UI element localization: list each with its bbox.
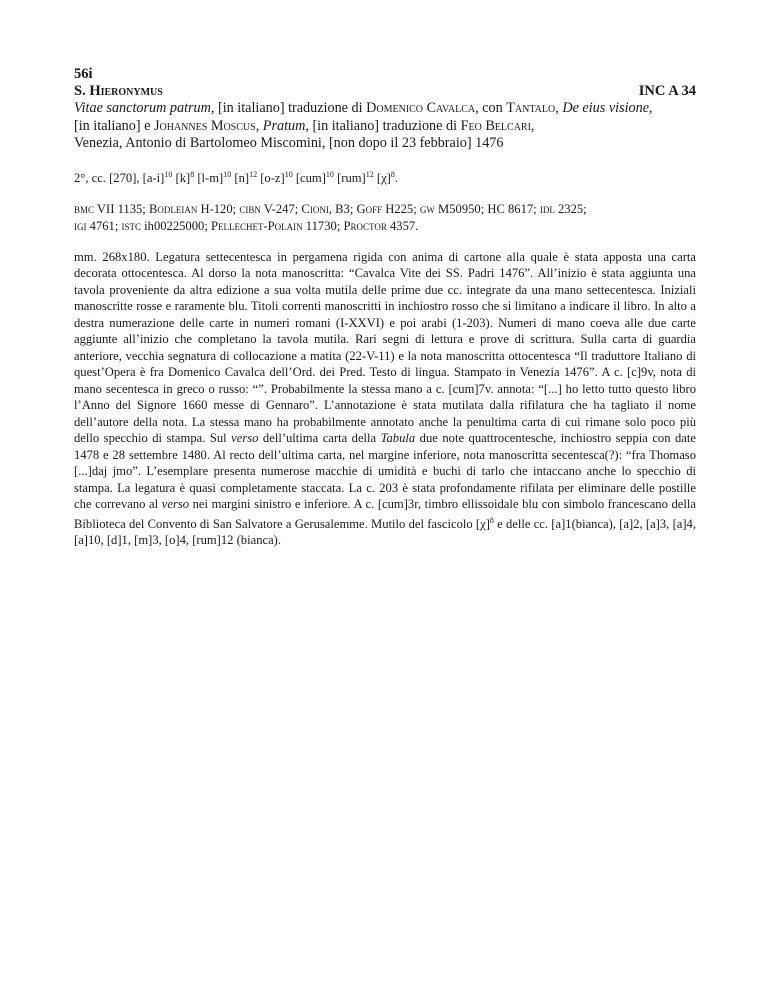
catalogue-entry bbox=[74, 66, 696, 549]
collation: 2°, cc. [270], $[a-i]^{10}$ $[k]^8$ $[l-m]^{10}$ $[n]^{12}$ $[o-z]^{10}$ [cum]$^{10}$ [rum]$^{12}$ $[\chi]^8$. bbox=[74, 169, 399, 185]
title-statement bbox=[74, 100, 696, 153]
translator-name: Feo Belcari bbox=[460, 117, 531, 134]
work-title-3: Pratum bbox=[262, 117, 306, 134]
translator-name: Domenico Cavalca bbox=[366, 100, 476, 116]
copy-description: mm. 268x180. Legatura settecentesca in pergamena rigida con anima di cartone alla quale è stata apposta una carta decorata ottocentesca. Al dorso la nota manoscritta: “Cavalca Vite dei SS. Padri 1476”. All’inizio è stata aggiunta una tavola proveniente da altra edizione a sua volta mutila delle prime due cc. integrate da una mano settecentesca. Iniziali manoscritte rosse e raramente blu. Titoli correnti manoscritti in inchiostro rosso che si limitano a indicare il libro. In alto a destra numerazione delle carte in numeri romani (I-XXVI) e poi arabi (1-203). Numeri di mano coeva alle due carte aggiunte all’inizio che completano la tavola mutila. Rari segni di lettura e prove di scrittura. Sulla carta di guardia anteriore, vecchia segnatura di collocazione a matita (22-V-11) e la nota manoscritta ottocentesca “Il traduttore Italiano di quest’Opera è fra Domenico Cavalca dell’Ord. dei Pred. Testo di lingua. Stampato in Venezia 1476”. A c. [c]9v, nota di mano secentesca in greco o russo: “”. Probabilmente la stessa mano a c. [cum]7v. annota: “[...] ho letto tutto questo libro l’Anno del Signore 1660 messe di Gennaro”. L’annotazione è stata mutilata dalla rifilatura che ha tagliato il nome dell’autore della nota. La stessa mano ha probabilmente annotato anche la penultima carta di cui rimane solo poco più dello specchio di stampa. Sul verso dell’ultima carta della Tabula due note quattrocentesche, inchiostro seppia con date 1478 e 28 settembre 1480. Al recto dell’ultima carta, nel margine inferiore, nota manoscritta secentesca(?): “fra Thomaso [...]daj jmo”. L’esemplare presenta numerose macchie di umidità e buchi di tarlo che intaccano anche lo specchio di stampa. La legatura è quasi completamente staccata. La c. 203 è stata profondamente rifilata per eliminare delle postille che correvano al verso nei margini sinistro e inferiore. A c. [cum]3r, timbro ellissoidale blu con simbolo francescano della Biblioteca del Convento di San Salvatore a Gerusalemme. Mutilo del fascicolo $[\chi]^8$ e delle cc. [a]1(bianca), [a]2, [a]3, [a]4, [a]10, [d]1, [m]3, [o]4, [rum]12 (bianca). bbox=[74, 249, 696, 548]
title-line-1: Vitae sanctorum patrum, [in italiano] traduzione di Domenico Cavalca, con Tantalo, De eius visione, bbox=[74, 100, 653, 116]
co-author-name: Tantalo bbox=[506, 100, 556, 116]
work-title-2: De eius visione bbox=[562, 100, 650, 116]
author-heading: S. Hieronymus bbox=[74, 83, 163, 99]
entry-heading bbox=[74, 83, 696, 100]
references-line-1: bmc VII 1135; Bodleian H-120; cibn V-247; Cioni, B3; Goff H225; gw M50950; HC 8617; idl 2325; bbox=[74, 201, 587, 216]
bibliographic-references bbox=[74, 201, 696, 235]
work-title-1: Vitae sanctorum patrum bbox=[74, 100, 211, 116]
references-line-2: igi 4761; istc ih00225000; Pellechet-Polain 11730; Proctor 4357. bbox=[74, 218, 419, 233]
shelfmark: INC A 34 bbox=[638, 83, 696, 99]
entry-number: 56i bbox=[74, 66, 93, 82]
co-author-name: Johannes Moscus bbox=[153, 117, 256, 134]
imprint: Venezia, Antonio di Bartolomeo Miscomini, [non dopo il 23 febbraio] 1476 bbox=[74, 135, 504, 151]
title-line-2: [in italiano] e Johannes Moscus, Pratum, [in italiano] traduzione di Feo Belcari, bbox=[74, 117, 535, 134]
